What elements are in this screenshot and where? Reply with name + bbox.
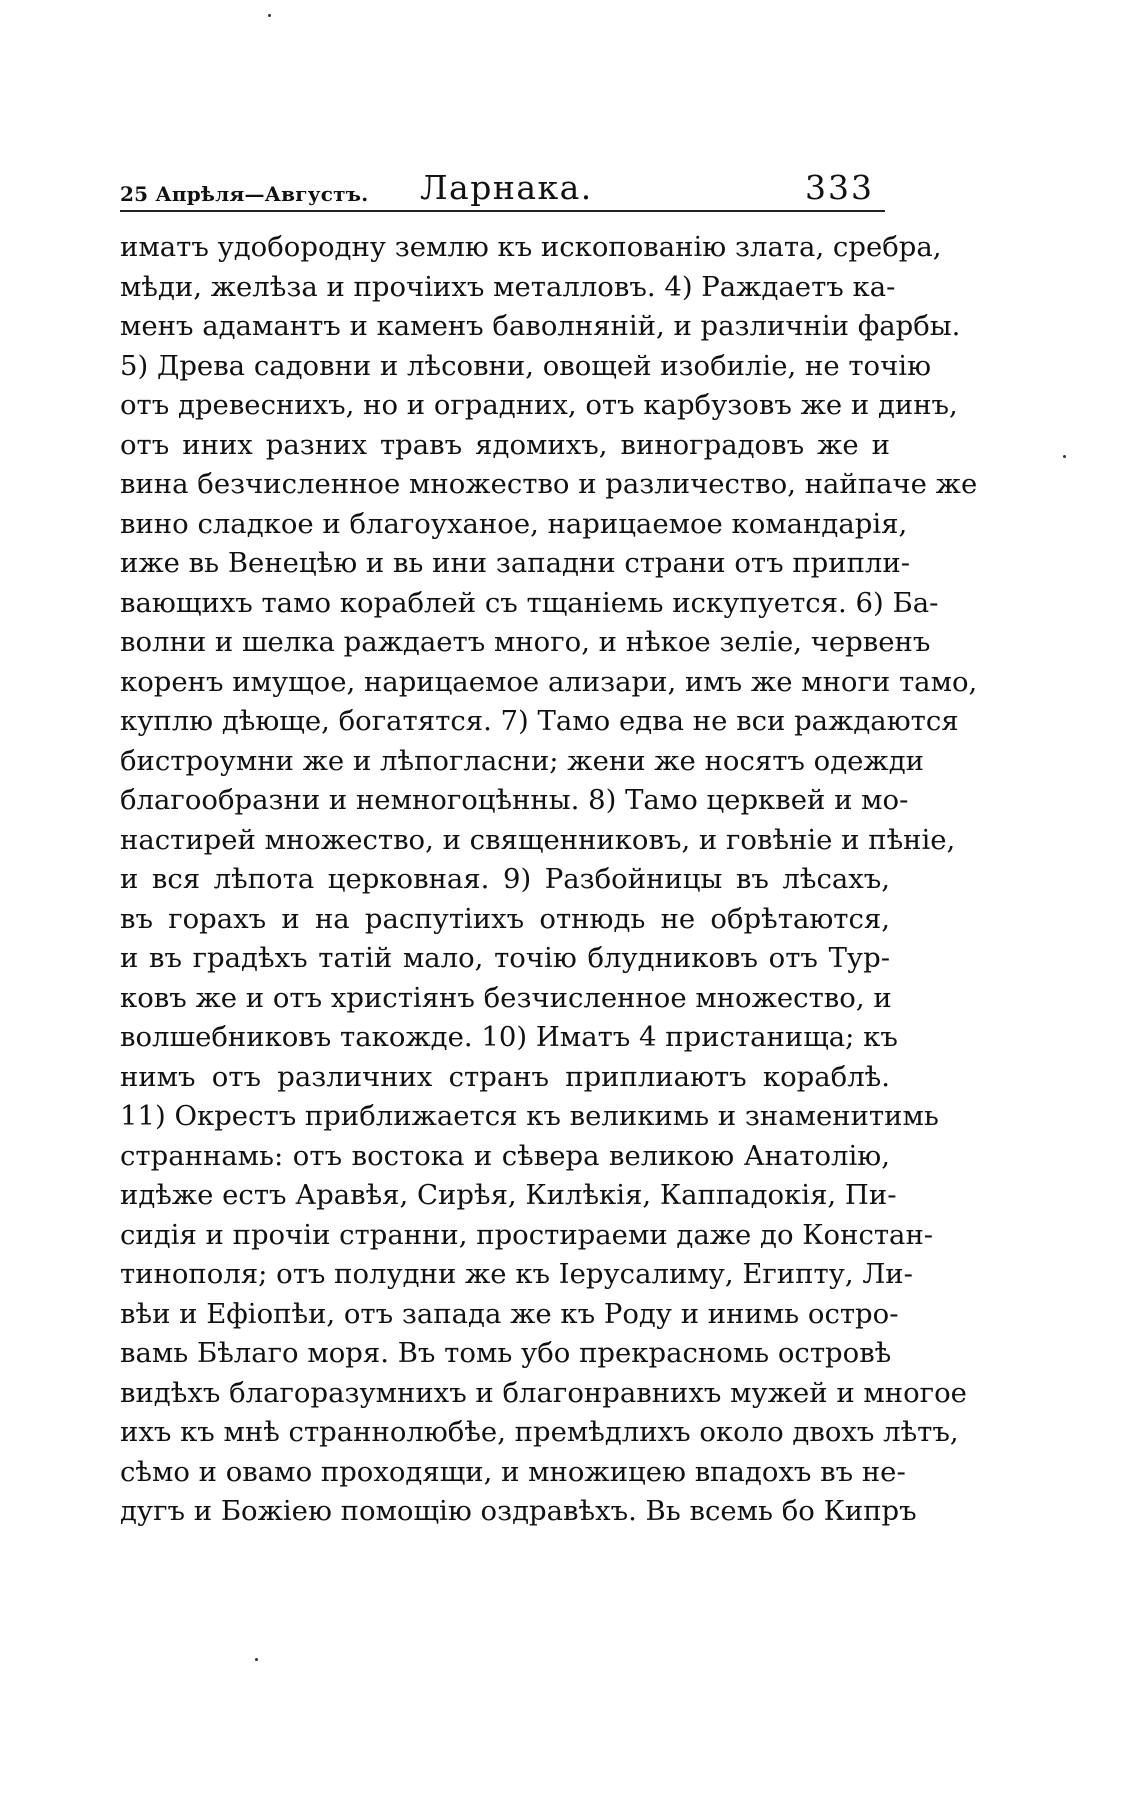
text-line: ихъ къ мнѣ страннолюбѣе, премѣдлихъ около двохъ лѣтъ, <box>120 1416 959 1448</box>
header-divider <box>120 210 885 212</box>
text-line: дугъ и Божіею помощію оздравѣхъ. Вь всемь бо Кипръ <box>120 1495 917 1527</box>
text-line: и вся лѣпота церковная. 9) Разбойницы въ лѣсахъ, <box>120 863 890 895</box>
text-line: иже вь Венецѣю и вь ини западни страни отъ припли- <box>120 547 911 579</box>
text-line: видѣхъ благоразумнихъ и благонравнихъ мужей и многое <box>120 1376 967 1409</box>
text-line: менъ адамантъ и каменъ баволняній, и различніи фарбы. <box>120 310 961 342</box>
text-line: тинополя; отъ полудни же къ Іерусалиму, Египту, Ли- <box>120 1258 913 1290</box>
text-line: въ горахъ и на распутіихъ отнюдь не обрѣтаются, <box>120 902 890 935</box>
body-text <box>120 228 978 1532</box>
header-title: Ларнака. <box>420 168 593 207</box>
text-line: 5) Древа садовни и лѣсовни, овощей изобиліе, не точію <box>120 349 932 382</box>
text-line: бистроумни же и лѣпогласни; жени же носятъ одежди <box>120 744 924 777</box>
text-line: мѣди, желѣза и прочіихъ металловъ. 4) Раждаетъ ка- <box>120 270 896 303</box>
scan-speck <box>268 14 271 17</box>
text-line: волшебниковъ такожде. 10) Иматъ 4 пристанища; къ <box>120 1021 898 1053</box>
text-line: отъ иних разних травъ ядомихъ, виноградовъ же и <box>120 428 890 461</box>
text-line: сидія и прочіи странни, простираеми даже до Констан- <box>120 1218 934 1251</box>
scan-speck <box>1063 455 1066 458</box>
text-line: нимъ отъ различних странъ приплиаютъ кораблѣ. <box>120 1060 890 1093</box>
text-line: сѣмо и овамо проходящи, и множицею впадохъ въ не- <box>120 1455 906 1488</box>
text-line: волни и шелка раждаетъ много, и нѣкое зеліе, червенъ <box>120 626 931 658</box>
text-line: отъ древеснихъ, но и оградних, отъ карбузовъ же и динъ, <box>120 389 958 421</box>
text-line: вѣи и Ефіопѣи, отъ запада же къ Роду и инимь остро- <box>120 1297 899 1330</box>
text-line: вино сладкое и благоуханое, нарицаемое командарія, <box>120 507 908 540</box>
text-line: страннамь: отъ востока и сѣвера великою Анатолію, <box>120 1139 890 1172</box>
text-line: вамь Бѣлаго моря. Въ томь убо прекрасномь островѣ <box>120 1337 892 1369</box>
running-header <box>120 168 880 212</box>
text-line: куплю дѣюще, богатятся. 7) Тамо едва не вси раждаются <box>120 705 959 737</box>
text-line: 11) Окрестъ приближается къ великимь и знаменитимь <box>120 1100 939 1132</box>
scan-speck <box>255 1658 258 1661</box>
text-line: вающихъ тамо кораблей съ тщаніемь искупуется. 6) Ба- <box>120 586 939 619</box>
header-date-range: 25 Апрѣля—Августъ. <box>120 182 369 206</box>
text-line: и въ градѣхъ татій мало, точію блудниковъ отъ Тур- <box>120 942 890 974</box>
text-line: благообразни и немногоцѣнны. 8) Тамо церквей и мо- <box>120 784 909 816</box>
text-line: настирей множество, и священниковъ, и говѣніе и пѣніе, <box>120 823 956 856</box>
text-line: иматъ удобородну землю къ ископованію злата, сребра, <box>120 231 942 263</box>
page-number: 333 <box>805 168 874 207</box>
text-line: вина безчисленное множество и различество, найпаче же <box>120 468 978 500</box>
text-line: коренъ имущое, нарицаемое ализари, имъ же многи тамо, <box>120 665 978 698</box>
text-line: идѣже естъ Аравѣя, Сирѣя, Килѣкія, Каппадокія, Пи- <box>120 1179 897 1211</box>
text-line: ковъ же и отъ христіянъ безчисленное множество, и <box>120 981 892 1014</box>
